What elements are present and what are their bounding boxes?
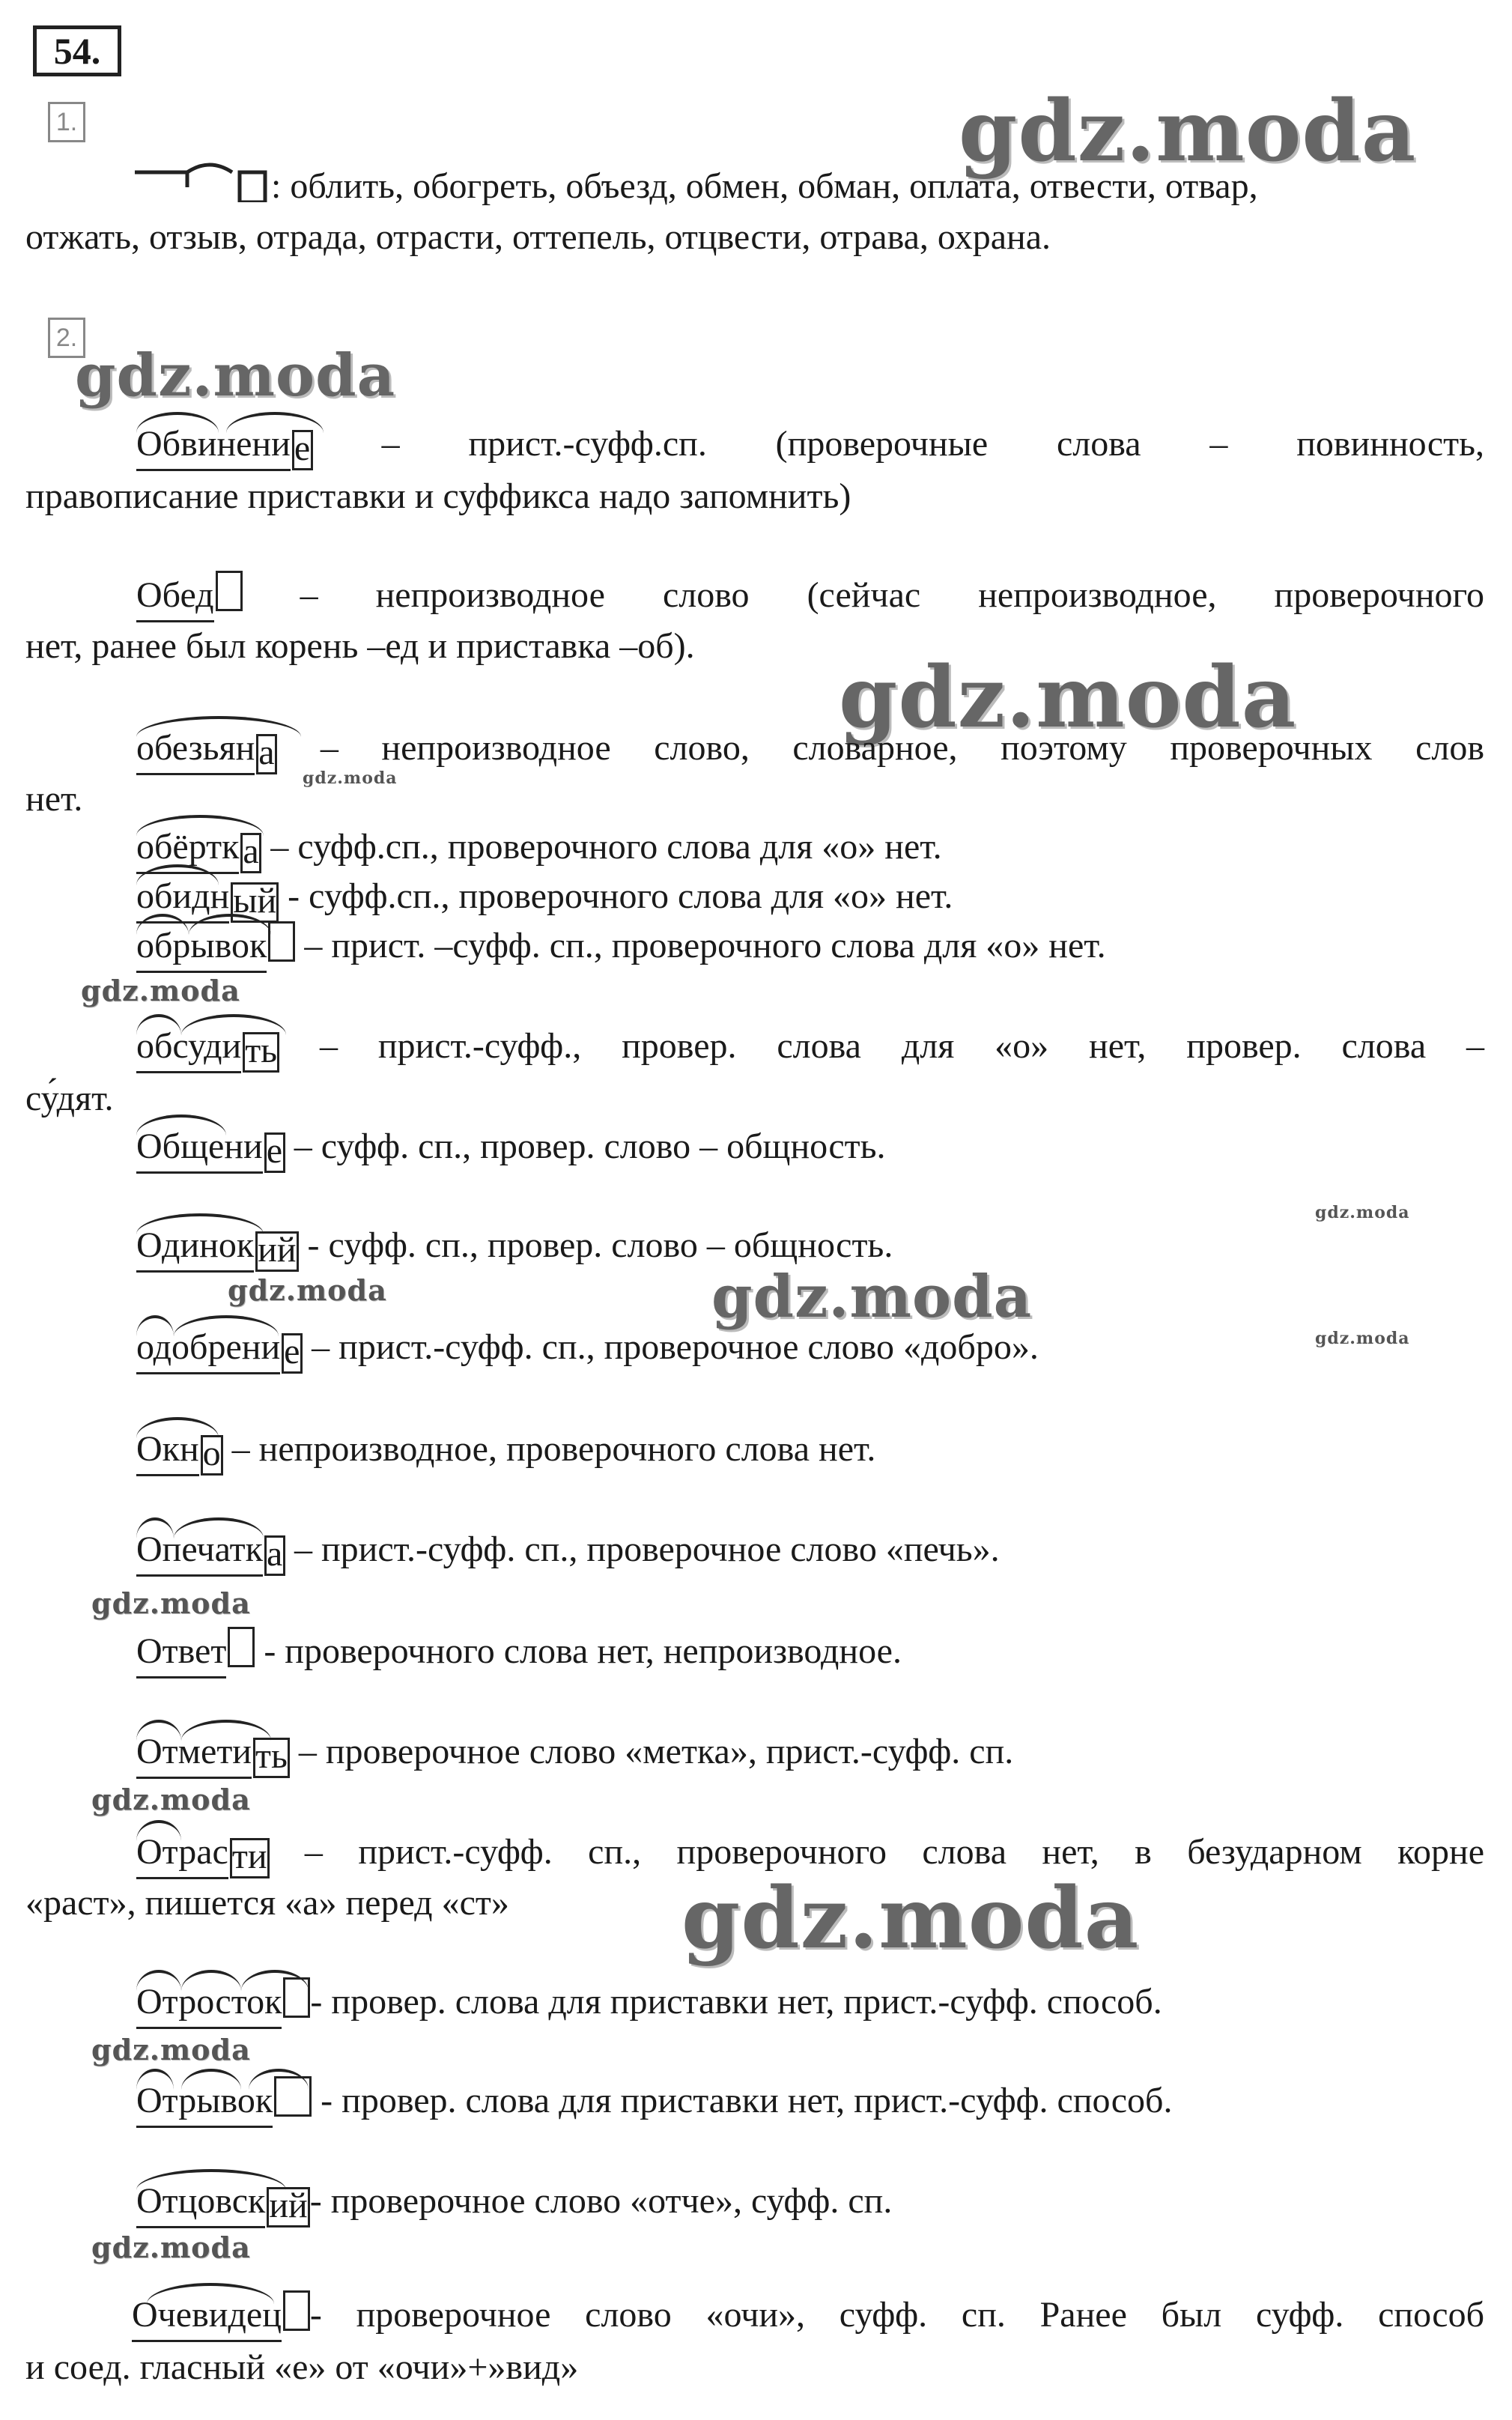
watermark: gdz.moda xyxy=(91,1783,251,1816)
watermark: gdz.moda xyxy=(711,1263,1033,1331)
entry-line: обрывок – прист. –суфф. сп., проверочного слова для «о» нет. xyxy=(136,921,1106,973)
word: Обвинени xyxy=(136,419,291,471)
watermark: gdz.moda xyxy=(959,82,1417,181)
ending-box: ий xyxy=(255,1231,298,1272)
watermark: gdz.moda xyxy=(839,649,1297,747)
entry-line: Опечатк а – прист.-суфф. сп., проверочное слово «печь». xyxy=(136,1525,1000,1577)
entry-cont: «раст», пишется «а» перед «ст» xyxy=(25,1883,509,1923)
entry-line: Одинок ий - суфф. сп., провер. слово – общность. xyxy=(136,1221,893,1273)
word: Опечатк xyxy=(136,1525,263,1577)
ending-box: ти xyxy=(230,1838,270,1878)
entry-cont: нет. xyxy=(25,779,83,819)
ending-box: ть xyxy=(243,1032,279,1073)
watermark: gdz.moda xyxy=(228,1273,387,1307)
watermark: gdz.moda xyxy=(91,2033,251,2066)
entry-cont: правописание приставки и суффикса надо запомнить) xyxy=(25,476,851,516)
part1-line-1: : облить, обогреть, объезд, обмен, обман, оплата, отвести, отвар, xyxy=(271,166,1258,206)
entry-cont: нет, ранее был корень –ед и приставка –об). xyxy=(25,626,695,666)
word: Ответ xyxy=(136,1627,226,1678)
ending-box xyxy=(268,921,295,962)
ending-box: е xyxy=(264,1132,285,1173)
watermark: gdz.moda xyxy=(681,1869,1140,1968)
word: Обед xyxy=(136,571,214,622)
entry-line: Отмети ть – проверочное слово «метка», прист.-суфф. сп. xyxy=(136,1727,1013,1779)
word: Отрас xyxy=(136,1828,228,1879)
ending-box: е xyxy=(292,430,313,470)
ending-box: ть xyxy=(253,1738,290,1778)
ending-box xyxy=(216,571,243,611)
ending-box: а xyxy=(256,734,277,774)
watermark: gdz.moda xyxy=(303,768,398,788)
ending-box: а xyxy=(240,833,261,873)
entry-line: обсуди ть – прист.-суфф., провер. слова для «о» нет, провер. слова – xyxy=(136,1022,1484,1073)
ending-box: а xyxy=(264,1535,285,1576)
entry-line: обезьян а – непроизводное слово, словарное, поэтому проверочных слов xyxy=(136,724,1484,775)
entry-line: Отцовск ий- проверочное слово «отче», суфф. сп. xyxy=(136,2177,892,2228)
entry-line: Очевидец - проверочное слово «очи», суфф. сп. Ранее был суфф. способ xyxy=(132,2290,1484,2342)
entry-line: Отросток - провер. слова для приставки нет, прист.-суфф. способ. xyxy=(136,1977,1162,2029)
entry-cont: и соед. гласный «е» от «очи»+»вид» xyxy=(25,2347,579,2387)
word: Отрывок xyxy=(136,2076,273,2128)
watermark: gdz.moda xyxy=(91,1586,251,1620)
entry-line: обёртк а – суфф.сп., проверочного слова для «о» нет. xyxy=(136,822,942,874)
ending-box xyxy=(228,1627,255,1667)
part-1-marker: 1. xyxy=(48,102,85,142)
part-2-marker: 2. xyxy=(48,318,85,358)
watermark: gdz.moda xyxy=(1315,1329,1410,1348)
word: Общени xyxy=(136,1122,263,1174)
word: Отмети xyxy=(136,1727,252,1779)
watermark: gdz.moda xyxy=(91,2231,251,2264)
entry-line: обидн ый - суфф.сп., проверочного слова для «о» нет. xyxy=(136,872,953,924)
word: Отросток xyxy=(136,1977,282,2029)
word: Окн xyxy=(136,1425,199,1476)
exercise-number: 54. xyxy=(33,25,121,76)
entry-cont: су́дят. xyxy=(25,1079,114,1118)
word: обидн xyxy=(136,872,229,924)
ending-box: ий xyxy=(267,2187,309,2228)
word: одобрени xyxy=(136,1323,280,1374)
word: Одинок xyxy=(136,1221,254,1273)
prefix-scheme-icon xyxy=(135,157,277,202)
entry-line: Обвинени е – прист.-суфф.сп. (проверочные слова – повинность, xyxy=(136,419,1484,471)
watermark: gdz.moda xyxy=(81,974,240,1007)
entry-line: Отрас ти – прист.-суфф. сп., проверочного слова нет, в безударном корне xyxy=(136,1828,1484,1879)
ending-box: е xyxy=(282,1333,303,1374)
watermark: gdz.moda xyxy=(1315,1203,1410,1222)
entry-line: Окн о – непроизводное, проверочного слова нет. xyxy=(136,1425,875,1476)
entry-line: Ответ - проверочного слова нет, непроизводное. xyxy=(136,1627,902,1678)
entry-line: Общени е – суфф. сп., провер. слово – общность. xyxy=(136,1122,886,1174)
entry-line: Обед – непроизводное слово (сейчас непроизводное, проверочного xyxy=(136,571,1484,622)
ending-box xyxy=(283,2290,310,2331)
part1-line-2: отжать, отзыв, отрада, отрасти, оттепель, отцвести, отрава, охрана. xyxy=(25,217,1051,257)
word: Отцовск xyxy=(136,2177,265,2228)
watermark: gdz.moda xyxy=(75,342,396,410)
word: обсуди xyxy=(136,1022,241,1073)
entry-line: Отрывок - провер. слова для приставки нет, прист.-суфф. способ. xyxy=(136,2076,1172,2128)
word: обёртк xyxy=(136,822,239,874)
word: обрывок xyxy=(136,921,267,973)
entry-line: одобрени е – прист.-суфф. сп., проверочное слово «добро». xyxy=(136,1323,1039,1374)
word: обезьян xyxy=(136,724,255,775)
ending-box: ый xyxy=(231,882,279,923)
ending-box: о xyxy=(201,1435,223,1476)
word: Очевидец xyxy=(132,2290,282,2342)
